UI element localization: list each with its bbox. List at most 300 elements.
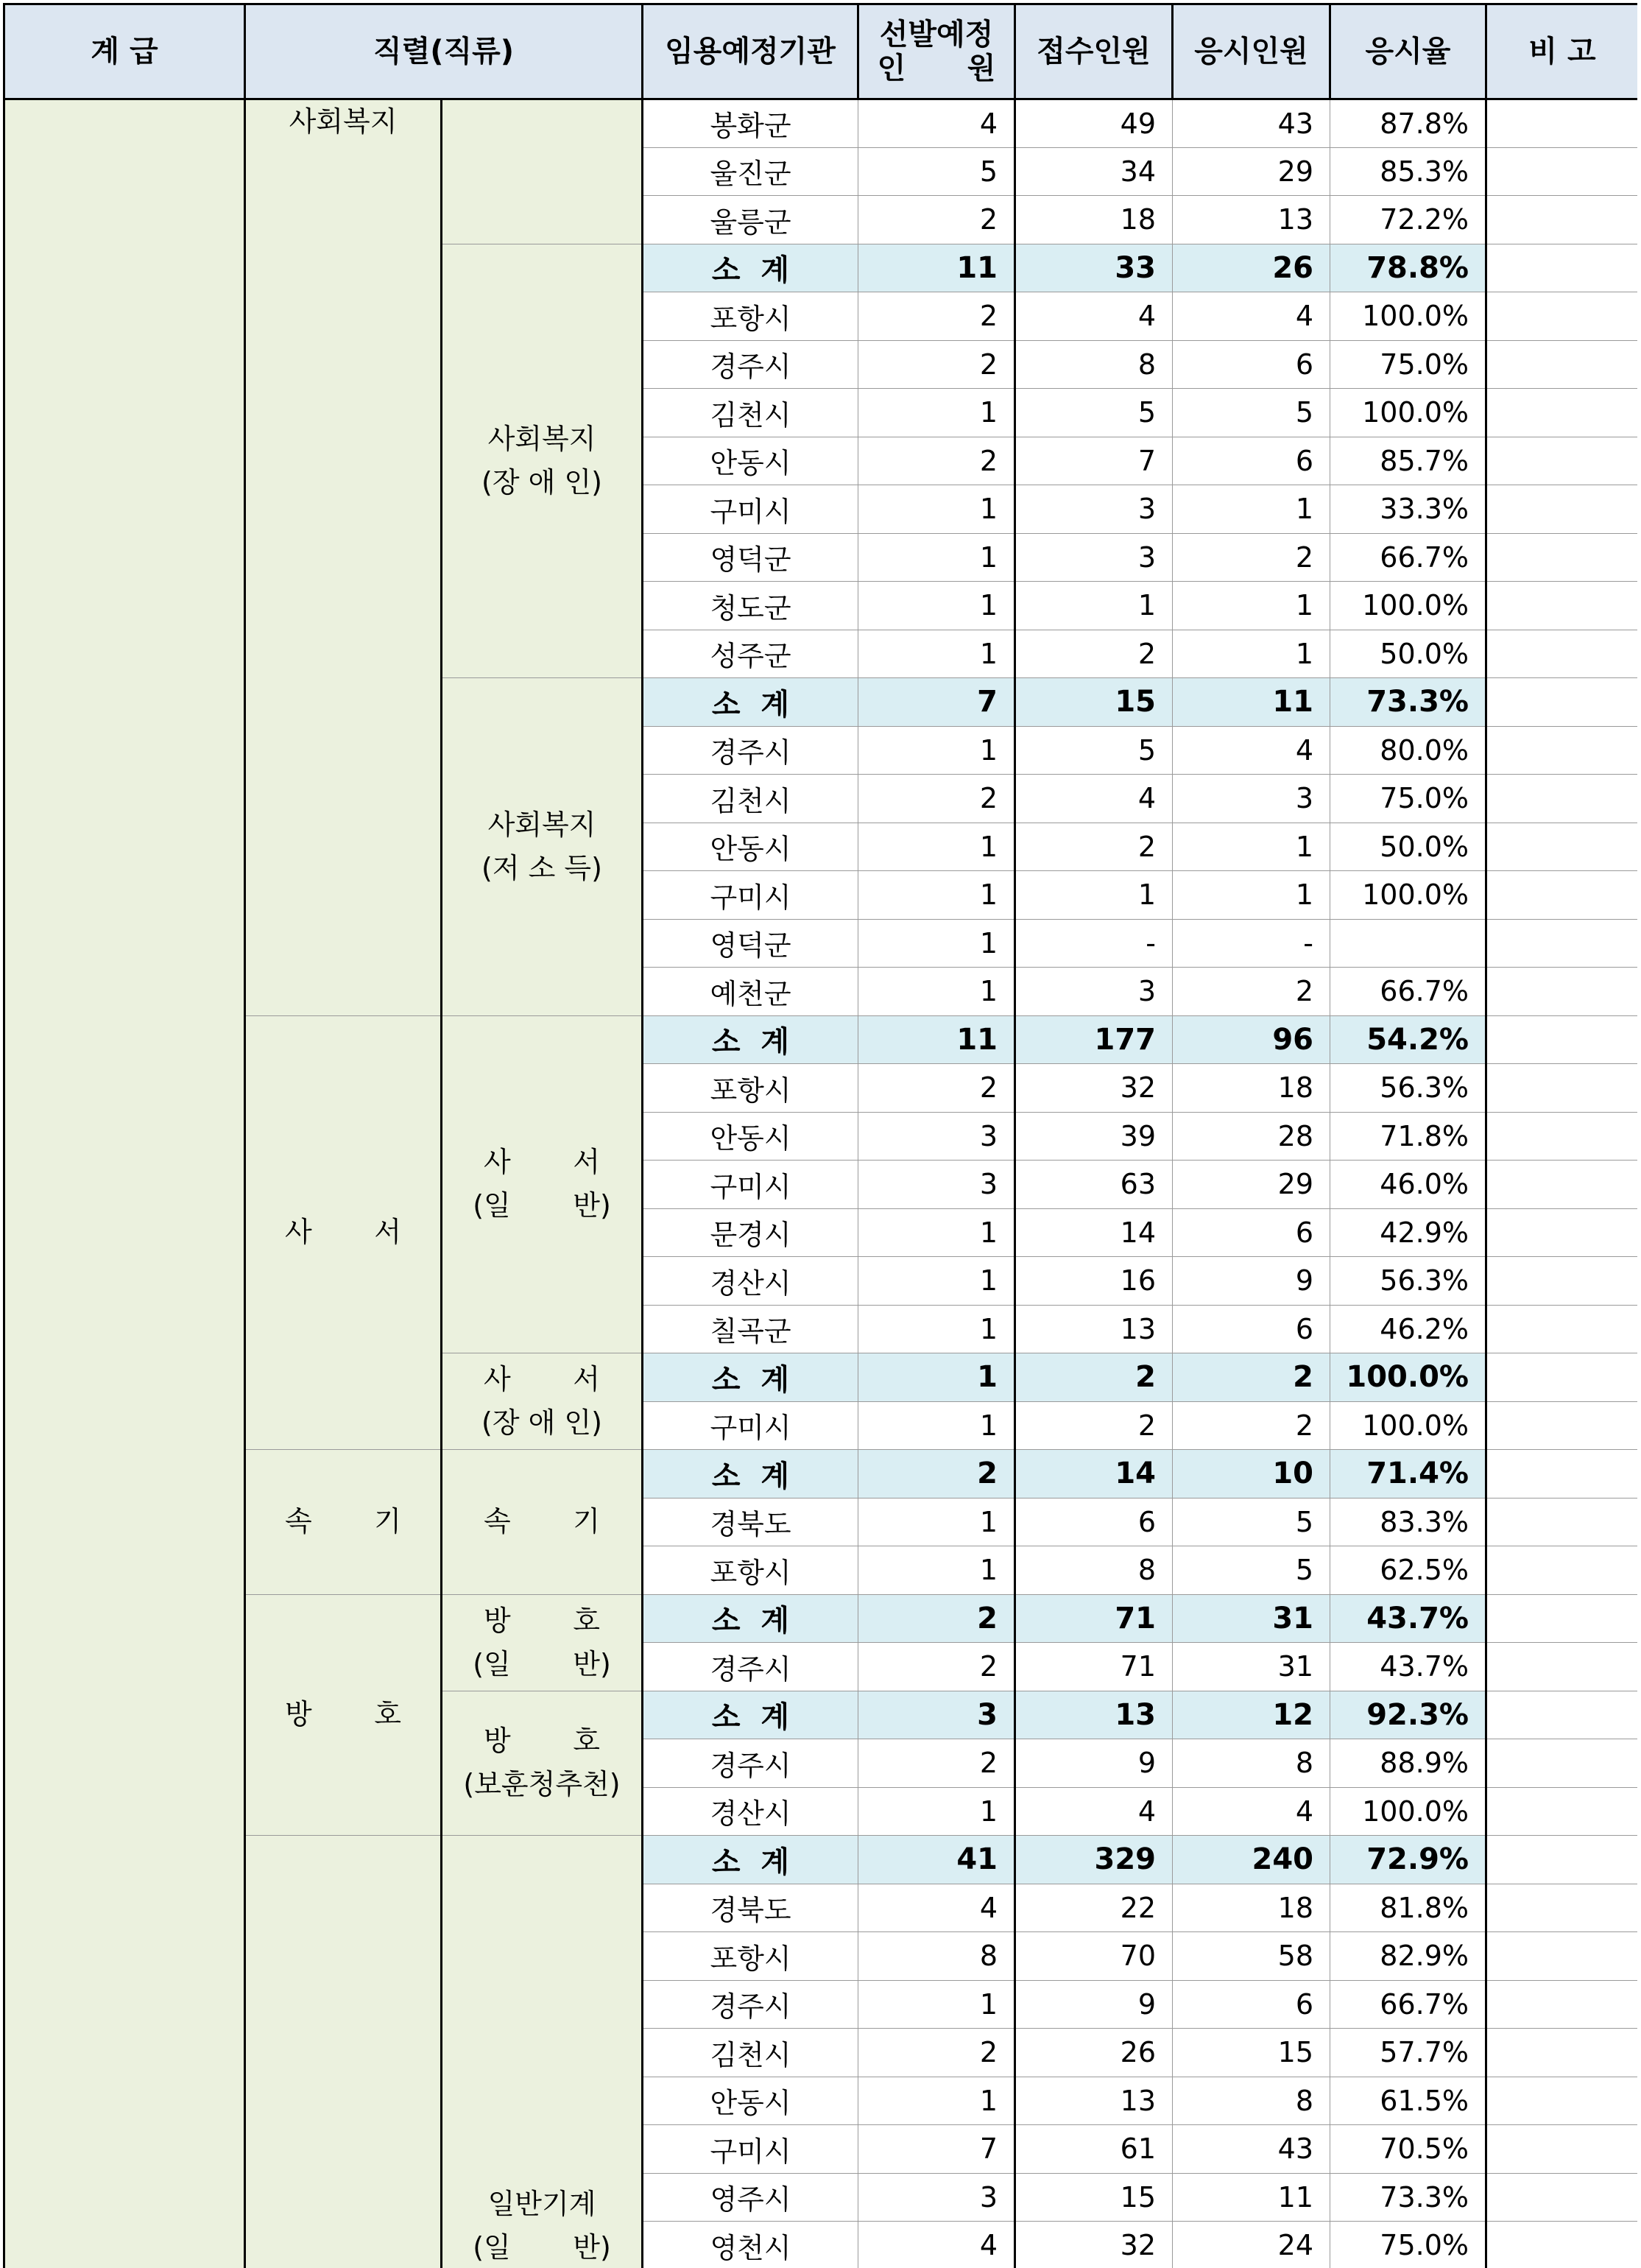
examinees-cell: 31 [1173, 1594, 1330, 1643]
applicants-cell: 7 [1015, 437, 1173, 485]
planned-count-cell: 5 [858, 147, 1015, 196]
header-grade: 계 급 [4, 4, 245, 99]
note-cell [1486, 678, 1638, 727]
note-cell [1486, 1353, 1638, 1402]
agency-cell: 소 계 [643, 1594, 858, 1643]
rate-cell: 50.0% [1330, 823, 1486, 871]
applicants-cell: 177 [1015, 1015, 1173, 1064]
planned-count-cell: 1 [858, 1787, 1015, 1836]
applicants-cell: 3 [1015, 485, 1173, 534]
examinees-cell: 8 [1173, 2077, 1330, 2125]
examinees-cell: 43 [1173, 2125, 1330, 2174]
planned-count-cell: 2 [858, 1643, 1015, 1691]
agency-cell: 경산시 [643, 1257, 858, 1306]
sub-series-cell: 사회복지 (저 소 득) [442, 678, 643, 1016]
rate-cell: 54.2% [1330, 1015, 1486, 1064]
note-cell [1486, 1546, 1638, 1595]
agency-cell: 경주시 [643, 1980, 858, 2029]
examinees-cell: 6 [1173, 1980, 1330, 2029]
applicants-cell: 2 [1015, 1353, 1173, 1402]
applicants-cell: 4 [1015, 1787, 1173, 1836]
agency-cell: 경주시 [643, 726, 858, 775]
examinees-cell: 4 [1173, 726, 1330, 775]
rate-cell: 83.3% [1330, 1498, 1486, 1546]
applicants-cell: 1 [1015, 871, 1173, 920]
note-cell [1486, 919, 1638, 968]
planned-count-cell: 1 [858, 1257, 1015, 1306]
rate-cell: 33.3% [1330, 485, 1486, 534]
agency-cell: 소 계 [643, 244, 858, 292]
planned-count-cell: 1 [858, 1401, 1015, 1450]
planned-count-cell: 1 [858, 726, 1015, 775]
rate-cell: 88.9% [1330, 1739, 1486, 1788]
rate-cell: 100.0% [1330, 582, 1486, 630]
agency-cell: 김천시 [643, 2029, 858, 2077]
agency-cell: 소 계 [643, 1015, 858, 1064]
agency-cell: 봉화군 [643, 99, 858, 148]
examinees-cell: 6 [1173, 1305, 1330, 1353]
applicants-cell: 13 [1015, 1305, 1173, 1353]
subtotal-row [4, 1015, 1638, 1064]
note-cell [1486, 1787, 1638, 1836]
planned-count-cell: 3 [858, 2173, 1015, 2222]
planned-count-cell: 2 [858, 1739, 1015, 1788]
agency-cell: 포항시 [643, 1546, 858, 1595]
rate-cell: 62.5% [1330, 1546, 1486, 1595]
agency-cell: 구미시 [643, 485, 858, 534]
note-cell [1486, 2077, 1638, 2125]
rate-cell: 66.7% [1330, 1980, 1486, 2029]
note-cell [1486, 2222, 1638, 2268]
planned-count-cell: 1 [858, 1546, 1015, 1595]
agency-cell: 울릉군 [643, 196, 858, 244]
header-note: 비 고 [1486, 4, 1638, 99]
note-cell [1486, 196, 1638, 244]
header-planned [858, 4, 1015, 99]
planned-count-cell: 2 [858, 196, 1015, 244]
rate-cell: 82.9% [1330, 1932, 1486, 1981]
applicants-cell: 3 [1015, 968, 1173, 1016]
note-cell [1486, 1498, 1638, 1546]
header-planned-line2: 인 원 [877, 52, 996, 85]
applicants-cell: 39 [1015, 1112, 1173, 1161]
planned-count-cell: 4 [858, 99, 1015, 148]
note-cell [1486, 1401, 1638, 1450]
examinees-cell: 1 [1173, 823, 1330, 871]
planned-count-cell: 11 [858, 1015, 1015, 1064]
header-planned-line1: 선발예정 [879, 18, 994, 52]
header-examinees: 응시인원 [1173, 4, 1330, 99]
examinees-cell: 5 [1173, 1498, 1330, 1546]
applicants-cell: 8 [1015, 1546, 1173, 1595]
applicants-cell: 34 [1015, 147, 1173, 196]
agency-cell: 예천군 [643, 968, 858, 1016]
agency-cell: 울진군 [643, 147, 858, 196]
note-cell [1486, 485, 1638, 534]
examinees-cell: 10 [1173, 1450, 1330, 1498]
examinees-cell: 1 [1173, 871, 1330, 920]
planned-count-cell: 2 [858, 437, 1015, 485]
rate-cell: 85.7% [1330, 437, 1486, 485]
agency-cell: 영덕군 [643, 919, 858, 968]
table-row [4, 99, 1638, 148]
examinees-cell: 13 [1173, 196, 1330, 244]
note-cell [1486, 340, 1638, 389]
agency-cell: 경주시 [643, 1643, 858, 1691]
note-cell [1486, 968, 1638, 1016]
note-cell [1486, 1980, 1638, 2029]
examinees-cell: 31 [1173, 1643, 1330, 1691]
examinees-cell: 24 [1173, 2222, 1330, 2268]
examinees-cell: 15 [1173, 2029, 1330, 2077]
rate-cell: 73.3% [1330, 2173, 1486, 2222]
examinees-cell: 6 [1173, 1208, 1330, 1257]
examinees-cell: 12 [1173, 1691, 1330, 1739]
agency-cell: 경주시 [643, 1739, 858, 1788]
applicants-cell: - [1015, 919, 1173, 968]
rate-cell: 75.0% [1330, 340, 1486, 389]
rate-cell: 81.8% [1330, 1884, 1486, 1932]
agency-cell: 청도군 [643, 582, 858, 630]
applicants-cell: 329 [1015, 1836, 1173, 1884]
note-cell [1486, 1884, 1638, 1932]
examinees-cell: 29 [1173, 147, 1330, 196]
note-cell [1486, 292, 1638, 341]
examinees-cell: 96 [1173, 1015, 1330, 1064]
agency-cell: 소 계 [643, 1353, 858, 1402]
rate-cell: 43.7% [1330, 1594, 1486, 1643]
note-cell [1486, 1064, 1638, 1113]
examinees-cell: 1 [1173, 582, 1330, 630]
examinees-cell: 18 [1173, 1884, 1330, 1932]
applicants-cell: 14 [1015, 1450, 1173, 1498]
note-cell [1486, 1305, 1638, 1353]
examinees-cell: 9 [1173, 1257, 1330, 1306]
planned-count-cell: 1 [858, 919, 1015, 968]
applicants-cell: 2 [1015, 1401, 1173, 1450]
agency-cell: 경북도 [643, 1884, 858, 1932]
rate-cell: 100.0% [1330, 1353, 1486, 1402]
note-cell [1486, 1208, 1638, 1257]
examinees-cell: - [1173, 919, 1330, 968]
agency-cell: 소 계 [643, 1450, 858, 1498]
planned-count-cell: 3 [858, 1161, 1015, 1209]
planned-count-cell: 1 [858, 533, 1015, 582]
planned-count-cell: 1 [858, 1305, 1015, 1353]
applicants-cell: 15 [1015, 2173, 1173, 2222]
agency-cell: 포항시 [643, 1064, 858, 1113]
agency-cell: 김천시 [643, 775, 858, 823]
agency-cell: 영천시 [643, 2222, 858, 2268]
planned-count-cell: 1 [858, 823, 1015, 871]
planned-count-cell: 1 [858, 582, 1015, 630]
note-cell [1486, 2125, 1638, 2174]
note-cell [1486, 244, 1638, 292]
rate-cell [1330, 919, 1486, 968]
planned-count-cell: 8 [858, 1932, 1015, 1981]
examinees-cell: 2 [1173, 1401, 1330, 1450]
rate-cell: 46.0% [1330, 1161, 1486, 1209]
table-body [4, 99, 1638, 2268]
header-agency: 임용예정기관 [643, 4, 858, 99]
applicants-cell: 70 [1015, 1932, 1173, 1981]
rate-cell: 46.2% [1330, 1305, 1486, 1353]
series-group-cell: 사회복지 [245, 99, 442, 1016]
agency-cell: 포항시 [643, 1932, 858, 1981]
sub-series-cell: 방 호 (보훈청추천) [442, 1691, 643, 1836]
note-cell [1486, 147, 1638, 196]
note-cell [1486, 823, 1638, 871]
agency-cell: 영주시 [643, 2173, 858, 2222]
agency-cell: 경산시 [643, 1787, 858, 1836]
examinees-cell: 29 [1173, 1161, 1330, 1209]
applicants-cell: 2 [1015, 823, 1173, 871]
planned-count-cell: 2 [858, 775, 1015, 823]
series-group-cell: 속 기 [245, 1450, 442, 1595]
examinees-cell: 6 [1173, 340, 1330, 389]
note-cell [1486, 533, 1638, 582]
recruitment-statistics-sheet [3, 3, 1637, 2268]
examinees-cell: 2 [1173, 533, 1330, 582]
examinees-cell: 6 [1173, 437, 1330, 485]
examinees-cell: 4 [1173, 1787, 1330, 1836]
examinees-cell: 18 [1173, 1064, 1330, 1113]
rate-cell: 87.8% [1330, 99, 1486, 148]
planned-count-cell: 1 [858, 1980, 1015, 2029]
note-cell [1486, 99, 1638, 148]
rate-cell: 73.3% [1330, 678, 1486, 727]
note-cell [1486, 2029, 1638, 2077]
note-cell [1486, 1257, 1638, 1306]
rate-cell: 100.0% [1330, 871, 1486, 920]
examinees-cell: 2 [1173, 1353, 1330, 1402]
agency-cell: 안동시 [643, 437, 858, 485]
planned-count-cell: 3 [858, 1691, 1015, 1739]
examinees-cell: 240 [1173, 1836, 1330, 1884]
planned-count-cell: 2 [858, 1450, 1015, 1498]
applicants-cell: 14 [1015, 1208, 1173, 1257]
series-group-cell: 방 호 [245, 1594, 442, 1836]
header-row [4, 4, 1638, 99]
applicants-cell: 9 [1015, 1739, 1173, 1788]
rate-cell: 66.7% [1330, 533, 1486, 582]
planned-count-cell: 4 [858, 1884, 1015, 1932]
agency-cell: 안동시 [643, 823, 858, 871]
examinees-cell: 28 [1173, 1112, 1330, 1161]
header-series: 직렬(직류) [245, 4, 643, 99]
note-cell [1486, 775, 1638, 823]
subtotal-row [4, 1836, 1638, 1884]
planned-count-cell: 1 [858, 871, 1015, 920]
rate-cell: 75.0% [1330, 2222, 1486, 2268]
planned-count-cell: 2 [858, 2029, 1015, 2077]
applicants-cell: 61 [1015, 2125, 1173, 2174]
planned-count-cell: 41 [858, 1836, 1015, 1884]
header-applicants: 접수인원 [1015, 4, 1173, 99]
rate-cell: 56.3% [1330, 1257, 1486, 1306]
sub-series-cell: 사 서 (일 반) [442, 1015, 643, 1353]
rate-cell: 72.9% [1330, 1836, 1486, 1884]
agency-cell: 성주군 [643, 630, 858, 678]
agency-cell: 구미시 [643, 1161, 858, 1209]
rate-cell: 56.3% [1330, 1064, 1486, 1113]
agency-cell: 포항시 [643, 292, 858, 341]
note-cell [1486, 1739, 1638, 1788]
rate-cell: 100.0% [1330, 1401, 1486, 1450]
examinees-cell: 11 [1173, 678, 1330, 727]
rate-cell: 43.7% [1330, 1643, 1486, 1691]
planned-count-cell: 1 [858, 1498, 1015, 1546]
rate-cell: 100.0% [1330, 1787, 1486, 1836]
rate-cell: 85.3% [1330, 147, 1486, 196]
rate-cell: 71.4% [1330, 1450, 1486, 1498]
applicants-cell: 33 [1015, 244, 1173, 292]
planned-count-cell: 3 [858, 1112, 1015, 1161]
examinees-cell: 5 [1173, 1546, 1330, 1595]
rate-cell: 42.9% [1330, 1208, 1486, 1257]
examinees-cell: 1 [1173, 485, 1330, 534]
applicants-cell: 71 [1015, 1643, 1173, 1691]
applicants-cell: 71 [1015, 1594, 1173, 1643]
note-cell [1486, 582, 1638, 630]
rate-cell: 70.5% [1330, 2125, 1486, 2174]
note-cell [1486, 1450, 1638, 1498]
rate-cell: 71.8% [1330, 1112, 1486, 1161]
agency-cell: 소 계 [643, 1691, 858, 1739]
applicants-cell: 32 [1015, 1064, 1173, 1113]
applicants-cell: 49 [1015, 99, 1173, 148]
examinees-cell: 43 [1173, 99, 1330, 148]
applicants-cell: 26 [1015, 2029, 1173, 2077]
examinees-cell: 26 [1173, 244, 1330, 292]
rate-cell: 50.0% [1330, 630, 1486, 678]
applicants-cell: 5 [1015, 726, 1173, 775]
agency-cell: 구미시 [643, 2125, 858, 2174]
applicants-cell: 9 [1015, 1980, 1173, 2029]
sub-series-cell: 일반기계 (일 반) [442, 1836, 643, 2268]
planned-count-cell: 4 [858, 2222, 1015, 2268]
planned-count-cell: 1 [858, 1353, 1015, 1402]
planned-count-cell: 1 [858, 389, 1015, 437]
rate-cell: 100.0% [1330, 389, 1486, 437]
planned-count-cell: 1 [858, 1208, 1015, 1257]
agency-cell: 칠곡군 [643, 1305, 858, 1353]
applicants-cell: 4 [1015, 775, 1173, 823]
rate-cell: 57.7% [1330, 2029, 1486, 2077]
examinees-cell: 11 [1173, 2173, 1330, 2222]
agency-cell: 영덕군 [643, 533, 858, 582]
note-cell [1486, 630, 1638, 678]
applicants-cell: 22 [1015, 1884, 1173, 1932]
subtotal-row [4, 1450, 1638, 1498]
examinees-cell: 8 [1173, 1739, 1330, 1788]
agency-cell: 구미시 [643, 871, 858, 920]
series-group-cell [245, 1836, 442, 2268]
planned-count-cell: 1 [858, 968, 1015, 1016]
note-cell [1486, 871, 1638, 920]
note-cell [1486, 389, 1638, 437]
agency-cell: 소 계 [643, 678, 858, 727]
agency-cell: 안동시 [643, 1112, 858, 1161]
note-cell [1486, 437, 1638, 485]
agency-cell: 소 계 [643, 1836, 858, 1884]
planned-count-cell: 11 [858, 244, 1015, 292]
note-cell [1486, 1161, 1638, 1209]
subtotal-row [4, 1594, 1638, 1643]
rate-cell: 75.0% [1330, 775, 1486, 823]
applicants-cell: 13 [1015, 1691, 1173, 1739]
header-rate: 응시율 [1330, 4, 1486, 99]
planned-count-cell: 2 [858, 1594, 1015, 1643]
planned-count-cell: 2 [858, 340, 1015, 389]
sub-series-cell: 사회복지 (장 애 인) [442, 244, 643, 678]
rate-cell: 78.8% [1330, 244, 1486, 292]
sub-series-cell [442, 99, 643, 244]
sub-series-cell: 사 서 (장 애 인) [442, 1353, 643, 1450]
note-cell [1486, 1015, 1638, 1064]
applicants-cell: 3 [1015, 533, 1173, 582]
applicants-cell: 63 [1015, 1161, 1173, 1209]
examinees-cell: 5 [1173, 389, 1330, 437]
applicants-cell: 8 [1015, 340, 1173, 389]
rate-cell: 72.2% [1330, 196, 1486, 244]
applicants-cell: 5 [1015, 389, 1173, 437]
agency-cell: 구미시 [643, 1401, 858, 1450]
applicants-cell: 18 [1015, 196, 1173, 244]
planned-count-cell: 7 [858, 2125, 1015, 2174]
applicants-cell: 15 [1015, 678, 1173, 727]
rate-cell: 61.5% [1330, 2077, 1486, 2125]
note-cell [1486, 726, 1638, 775]
applicants-cell: 2 [1015, 630, 1173, 678]
rate-cell: 66.7% [1330, 968, 1486, 1016]
planned-count-cell: 2 [858, 1064, 1015, 1113]
planned-count-cell: 1 [858, 485, 1015, 534]
applicants-cell: 13 [1015, 2077, 1173, 2125]
planned-count-cell: 1 [858, 2077, 1015, 2125]
note-cell [1486, 1643, 1638, 1691]
note-cell [1486, 1691, 1638, 1739]
note-cell [1486, 1594, 1638, 1643]
agency-cell: 안동시 [643, 2077, 858, 2125]
planned-count-cell: 7 [858, 678, 1015, 727]
examinees-cell: 3 [1173, 775, 1330, 823]
exam-statistics-table [3, 3, 1637, 2268]
applicants-cell: 6 [1015, 1498, 1173, 1546]
examinees-cell: 2 [1173, 968, 1330, 1016]
rate-cell: 92.3% [1330, 1691, 1486, 1739]
rate-cell: 100.0% [1330, 292, 1486, 341]
applicants-cell: 1 [1015, 582, 1173, 630]
examinees-cell: 58 [1173, 1932, 1330, 1981]
agency-cell: 문경시 [643, 1208, 858, 1257]
agency-cell: 김천시 [643, 389, 858, 437]
agency-cell: 경북도 [643, 1498, 858, 1546]
applicants-cell: 16 [1015, 1257, 1173, 1306]
sub-series-cell: 속 기 [442, 1450, 643, 1595]
note-cell [1486, 1836, 1638, 1884]
examinees-cell: 1 [1173, 630, 1330, 678]
examinees-cell: 4 [1173, 292, 1330, 341]
grade-cell [4, 99, 245, 2268]
applicants-cell: 32 [1015, 2222, 1173, 2268]
note-cell [1486, 1112, 1638, 1161]
sub-series-cell: 방 호 (일 반) [442, 1594, 643, 1691]
series-group-cell: 사 서 [245, 1015, 442, 1450]
agency-cell: 경주시 [643, 340, 858, 389]
applicants-cell: 4 [1015, 292, 1173, 341]
rate-cell: 80.0% [1330, 726, 1486, 775]
